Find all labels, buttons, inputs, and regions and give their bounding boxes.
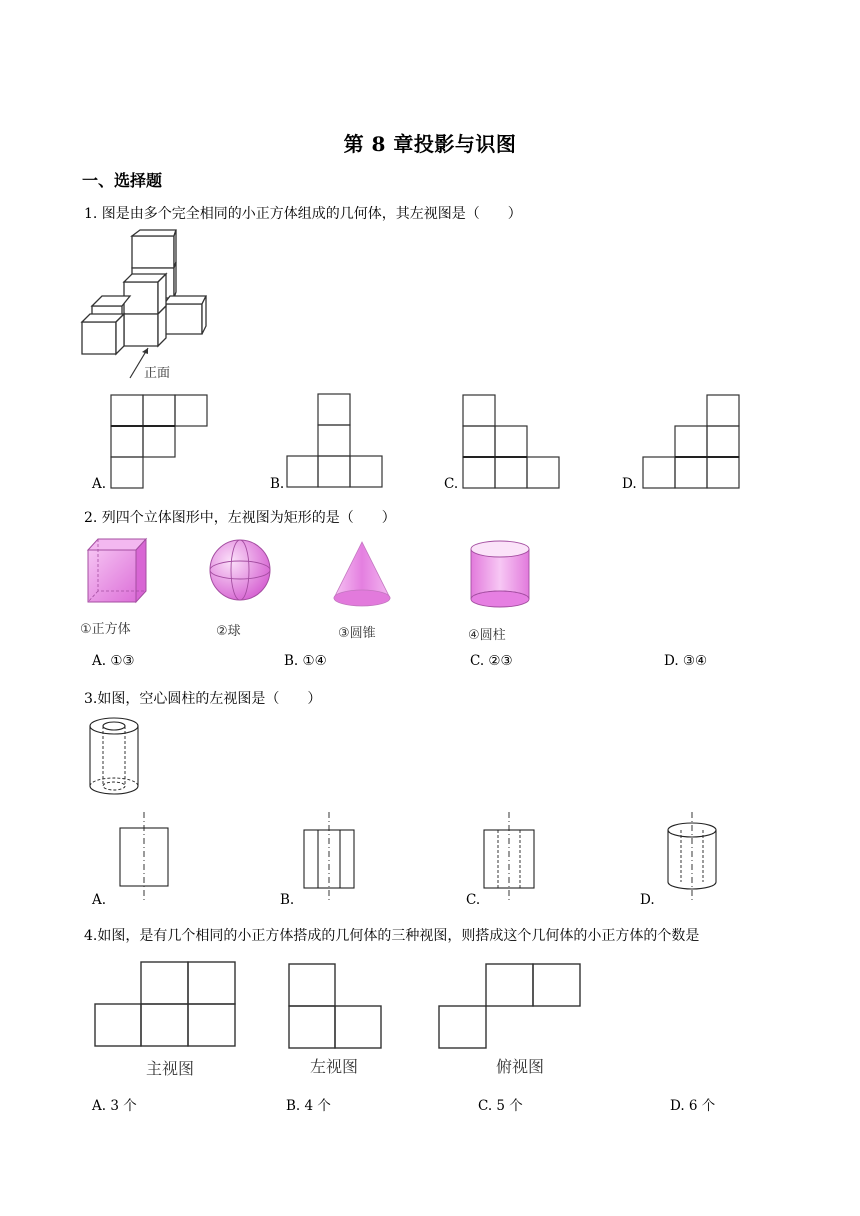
q2-sphere-caption: ②球: [216, 624, 241, 639]
q2-cone-figure: [330, 540, 396, 610]
q4-option-a[interactable]: A. 3 个: [92, 1098, 137, 1114]
q1-option-a-label[interactable]: A.: [92, 476, 107, 492]
q2-option-c[interactable]: C. ②③: [470, 653, 513, 669]
q2-option-a[interactable]: A. ①③: [92, 653, 135, 669]
q3-option-d-figure: [664, 810, 724, 906]
q1-option-b-label[interactable]: B.: [270, 476, 285, 492]
q1-option-c-figure: [462, 394, 562, 490]
q2-cone-caption: ③圆锥: [338, 626, 376, 641]
q2-cylinder-figure: [468, 540, 534, 610]
question-2-text: 2. 列四个立体图形中，左视图为矩形的是（ ）: [84, 510, 396, 526]
q1-option-d-figure: [642, 394, 742, 490]
q3-option-d-label[interactable]: D.: [640, 892, 655, 908]
q4-top-view-figure: [438, 962, 584, 1052]
q3-option-b-label[interactable]: B.: [280, 892, 295, 908]
q3-option-a-figure: [118, 810, 174, 906]
q4-option-d[interactable]: D. 6 个: [670, 1098, 716, 1114]
q1-option-c-label[interactable]: C.: [444, 476, 459, 492]
q4-left-view-caption: 左视图: [310, 1057, 359, 1076]
q3-option-a-label[interactable]: A.: [92, 892, 107, 908]
front-direction-label: 正面: [144, 366, 171, 381]
q4-option-b[interactable]: B. 4 个: [286, 1098, 331, 1114]
section-heading: 一、选择题: [82, 171, 163, 190]
page-title: 第 8 章投影与识图: [343, 132, 517, 156]
q1-option-d-label[interactable]: D.: [622, 476, 637, 492]
q4-option-c[interactable]: C. 5 个: [478, 1098, 523, 1114]
q1-option-a-figure: [110, 394, 210, 490]
q2-sphere-figure: [208, 538, 274, 604]
q2-cube-figure: [84, 536, 150, 606]
q3-option-c-figure: [482, 810, 538, 906]
q2-option-b[interactable]: B. ①④: [284, 653, 327, 669]
q3-option-c-label[interactable]: C.: [466, 892, 481, 908]
q4-top-view-caption: 俯视图: [496, 1057, 545, 1076]
question-4-text: 4.如图，是有几个相同的小正方体搭成的几何体的三种视图，则搭成这个几何体的小正方体的个数是: [84, 928, 700, 944]
q3-hollow-cylinder-figure: [86, 714, 146, 800]
q2-option-d[interactable]: D. ③④: [664, 653, 708, 669]
q4-front-view-figure: [94, 960, 240, 1050]
q2-cube-caption: ①正方体: [80, 622, 131, 637]
q2-cylinder-caption: ④圆柱: [468, 628, 506, 643]
q1-option-b-figure: [286, 393, 386, 489]
q4-left-view-figure: [288, 962, 388, 1052]
q3-option-b-figure: [302, 810, 358, 906]
q1-cube-figure: [78, 230, 208, 380]
question-3-text: 3.如图，空心圆柱的左视图是（ ）: [84, 691, 322, 707]
q4-front-view-caption: 主视图: [146, 1059, 195, 1078]
question-1-text: 1. 图是由多个完全相同的小正方体组成的几何体，其左视图是（ ）: [84, 206, 522, 222]
